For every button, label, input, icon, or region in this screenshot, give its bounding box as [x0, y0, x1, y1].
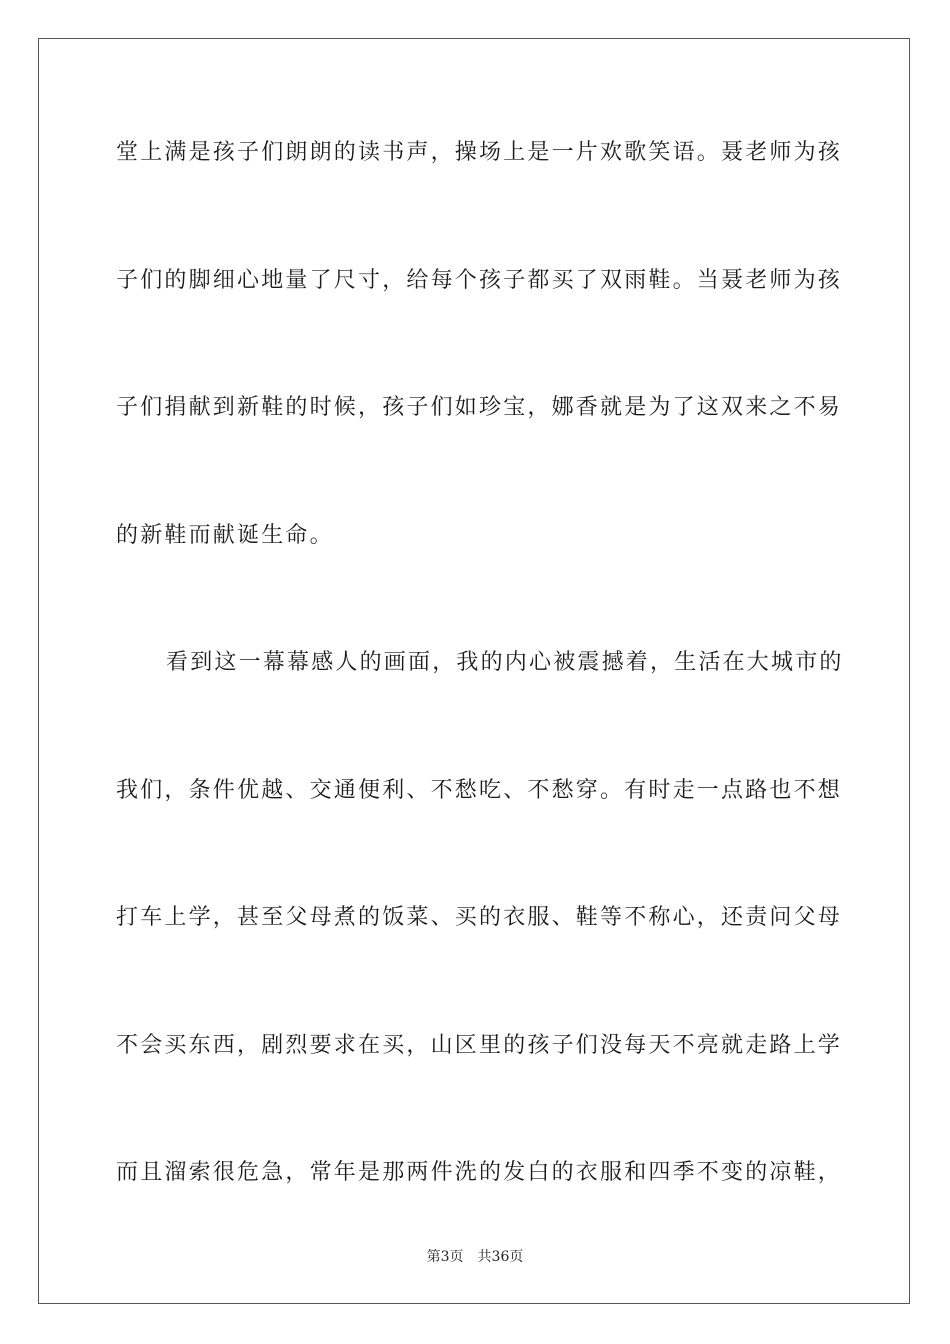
- text-line: 子们捐献到新鞋的时候，孩子们如珍宝，娜香就是为了这双来之不易: [116, 395, 843, 420]
- document-body: [116, 130, 844, 1278]
- text-line: 而且溜索很危急，常年是那两件洗的发白的衣服和四季不变的凉鞋，: [116, 1160, 843, 1185]
- text-line: 不会买东西，剧烈要求在买，山区里的孩子们没每天不亮就走路上学: [116, 1032, 843, 1058]
- text-line: 子们的脚细心地量了尺寸，给每个孩子都买了双雨鞋。当聂老师为孩: [116, 267, 843, 293]
- page-total: 共36页: [477, 1249, 524, 1265]
- text-line: 我们，条件优越、交通便利、不愁吃、不愁穿。有时走一点路也不想: [116, 777, 843, 803]
- page-footer: [0, 1246, 950, 1266]
- text-line: 的新鞋而献诞生命。: [116, 522, 334, 548]
- text-line: 打车上学，甚至父母煮的饭菜、买的衣服、鞋等不称心，还责问父母: [116, 905, 843, 930]
- paragraph-start-line: 看到这一幕幕感人的画面，我的内心被震撼着，生活在大城市的: [166, 650, 844, 675]
- text-line: 堂上满是孩子们朗朗的读书声，操场上是一片欢歌笑语。聂老师为孩: [116, 140, 843, 165]
- page-number: 第3页: [426, 1249, 464, 1265]
